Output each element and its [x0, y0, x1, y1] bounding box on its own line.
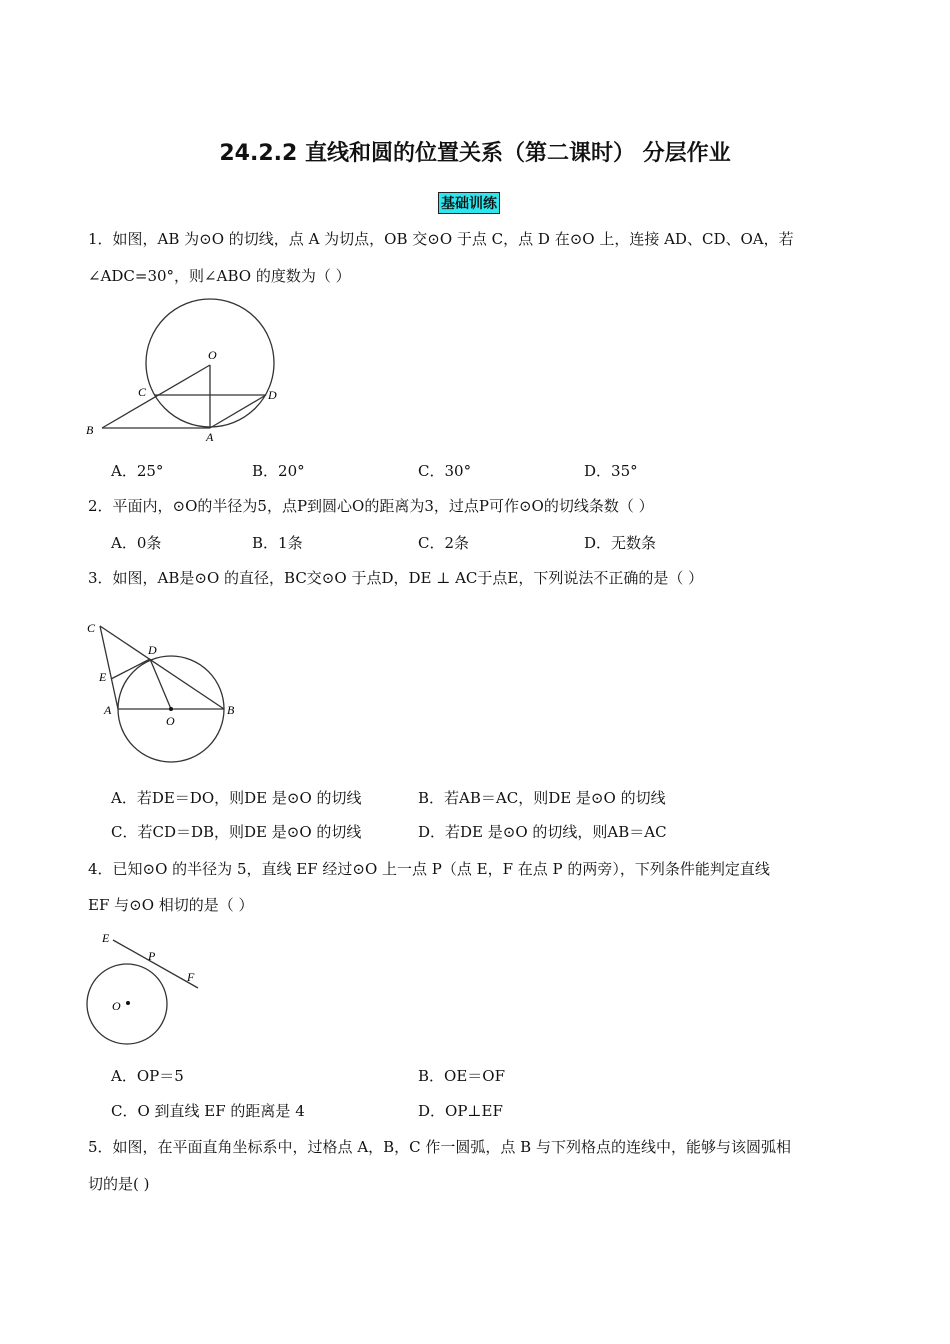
question-4-option-d[interactable]: D．OP⊥EF: [418, 1102, 503, 1120]
question-4-line-2: EF 与⊙O 相切的是（ ）: [88, 896, 254, 914]
q3-label-d: D: [148, 643, 157, 657]
question-2-option-d[interactable]: D．无数条: [584, 534, 657, 552]
q1-label-c: C: [138, 385, 147, 399]
question-2-option-a[interactable]: A．0条: [111, 534, 162, 552]
q3-label-c: C: [87, 621, 96, 635]
question-1-line-2: ∠ADC=30°，则∠ABO 的度数为（ ）: [88, 267, 351, 285]
question-1-line-1: 1．如图，AB 为⊙O 的切线，点 A 为切点，OB 交⊙O 于点 C，点 D 在⊙O 上，连接 AD、CD、OA，若: [88, 230, 794, 248]
question-1-figure: [80, 295, 290, 445]
question-3-line-1: 3．如图，AB是⊙O 的直径，BC交⊙O 于点D，DE ⊥ AC于点E，下列说法不正确的是（ ）: [88, 569, 704, 587]
q4-label-f: F: [187, 970, 195, 984]
q1-label-o: O: [208, 348, 217, 362]
section-badge: 基础训练: [438, 192, 500, 214]
question-4-figure: [80, 928, 210, 1048]
question-1-option-a[interactable]: A．25°: [111, 462, 164, 480]
page-title: 24.2.2 直线和圆的位置关系（第二课时） 分层作业: [219, 141, 731, 166]
q3-label-a: A: [104, 703, 112, 717]
q3-label-e: E: [99, 670, 107, 684]
question-3-option-b[interactable]: B．若AB＝AC，则DE 是⊙O 的切线: [418, 789, 666, 807]
question-3-option-d[interactable]: D．若DE 是⊙O 的切线，则AB＝AC: [418, 823, 667, 841]
q4-label-p: P: [148, 949, 156, 963]
question-2-option-b[interactable]: B．1条: [252, 534, 303, 552]
question-4-option-b[interactable]: B．OE＝OF: [418, 1067, 505, 1085]
question-1-option-b[interactable]: B．20°: [252, 462, 305, 480]
question-4-line-1: 4．已知⊙O 的半径为 5，直线 EF 经过⊙O 上一点 P（点 E，F 在点 P 的两旁），下列条件能判定直线: [88, 860, 770, 878]
question-3-option-c[interactable]: C．若CD＝DB，则DE 是⊙O 的切线: [111, 823, 362, 841]
question-4-option-c[interactable]: C．O 到直线 EF 的距离是 4: [111, 1102, 305, 1120]
q3-label-o: O: [166, 714, 175, 728]
question-2-option-c[interactable]: C．2条: [418, 534, 470, 552]
question-4-option-a[interactable]: A．OP＝5: [111, 1067, 184, 1085]
question-5-line-2: 切的是( ): [88, 1175, 150, 1193]
q1-label-b: B: [86, 423, 94, 437]
q1-label-d: D: [268, 388, 277, 402]
q3-label-b: B: [227, 703, 235, 717]
question-3-option-a[interactable]: A．若DE＝DO，则DE 是⊙O 的切线: [111, 789, 362, 807]
q4-label-o: O: [112, 999, 121, 1013]
question-1-option-c[interactable]: C．30°: [418, 462, 472, 480]
question-3-figure: [84, 616, 244, 766]
q1-label-a: A: [206, 430, 214, 444]
question-2-line-1: 2．平面内，⊙O的半径为5，点P到圆心O的距离为3，过点P可作⊙O的切线条数（ ）: [88, 497, 654, 515]
question-1-option-d[interactable]: D．35°: [584, 462, 638, 480]
question-5-line-1: 5．如图，在平面直角坐标系中，过格点 A，B，C 作一圆弧，点 B 与下列格点的连线中，能够与该圆弧相: [88, 1138, 791, 1156]
q4-label-e: E: [102, 931, 110, 945]
